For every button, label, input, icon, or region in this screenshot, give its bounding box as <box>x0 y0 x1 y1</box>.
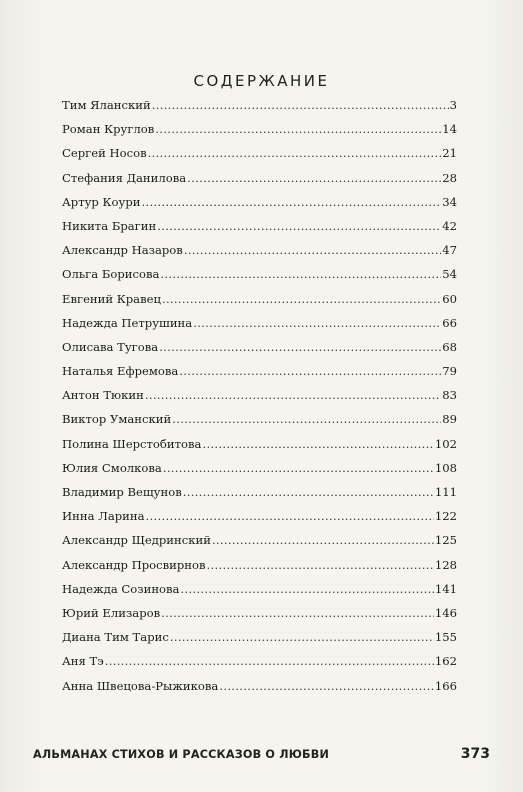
toc-author-name: Александр Просвирнов <box>62 557 206 572</box>
toc-entry <box>62 335 457 359</box>
toc-entry <box>62 577 457 601</box>
dot-leader <box>162 287 441 311</box>
toc-entry <box>62 93 457 117</box>
toc-entry <box>62 407 457 431</box>
toc-entry <box>62 117 457 141</box>
toc-page-number: 54 <box>442 267 457 282</box>
toc-page-number: 102 <box>434 436 457 451</box>
toc-page-number: 83 <box>442 388 457 403</box>
dot-leader <box>159 335 441 359</box>
toc-page-number: 21 <box>442 146 457 161</box>
toc-entry <box>62 674 457 698</box>
toc-page-number: 42 <box>442 218 457 233</box>
dot-leader <box>146 504 434 528</box>
dot-leader <box>152 93 449 117</box>
toc-entry <box>62 383 457 407</box>
toc-author-name: Никита Брагин <box>62 218 157 233</box>
toc-author-name: Наталья Ефремова <box>62 364 179 379</box>
toc-page-number: 47 <box>442 243 457 258</box>
toc-entry <box>62 480 457 504</box>
dot-leader <box>105 649 434 673</box>
toc-page-number: 162 <box>434 654 457 669</box>
toc-entry <box>62 262 457 286</box>
toc-page-number: 14 <box>442 122 457 137</box>
toc-page-number: 141 <box>434 581 457 596</box>
dot-leader <box>184 238 441 262</box>
toc-page-number: 89 <box>442 412 457 427</box>
dot-leader <box>163 456 434 480</box>
toc-page-number: 28 <box>442 170 457 185</box>
dot-leader <box>207 553 434 577</box>
toc-entry <box>62 190 457 214</box>
toc-author-name: Надежда Петрушина <box>62 315 193 330</box>
dot-leader <box>212 528 434 552</box>
toc-page-number: 111 <box>434 485 457 499</box>
toc-author-name: Артур Коури <box>62 194 141 209</box>
toc-page-number: 128 <box>434 557 457 572</box>
toc-entry <box>62 456 457 480</box>
toc-author-name: Роман Круглов <box>62 122 155 137</box>
toc-author-name: Александр Назаров <box>62 243 183 258</box>
toc-page-number: 108 <box>434 460 457 475</box>
dot-leader <box>219 674 434 698</box>
toc-author-name: Александр Щедринский <box>62 533 211 548</box>
dot-leader <box>193 311 441 335</box>
dot-leader <box>202 432 433 456</box>
dot-leader <box>172 407 441 431</box>
dot-leader <box>161 601 434 625</box>
toc-entry <box>62 141 457 165</box>
toc-author-name: Ольга Борисова <box>62 267 160 282</box>
running-footer-title: АЛЬМАНАХ СТИХОВ И РАССКАЗОВ О ЛЮБВИ <box>33 748 330 761</box>
toc-entry <box>62 504 457 528</box>
dot-leader <box>170 625 434 649</box>
page-title: СОДЕРЖАНИЕ <box>193 72 330 91</box>
dot-leader <box>183 480 434 504</box>
toc-page-number: 3 <box>449 98 457 112</box>
dot-leader <box>160 262 441 286</box>
toc-author-name: Юрий Елизаров <box>62 605 161 620</box>
toc-entry <box>62 287 457 311</box>
page-footer <box>33 746 490 762</box>
toc-author-name: Юлия Смолкова <box>62 460 162 475</box>
toc-entry <box>62 553 457 577</box>
toc-author-name: Олисава Тугова <box>62 339 159 354</box>
toc-author-name: Инна Ларина <box>62 509 145 524</box>
toc-page-number: 122 <box>434 509 457 524</box>
toc-author-name: Аня Тэ <box>62 654 104 669</box>
dot-leader <box>179 359 441 383</box>
toc-author-name: Владимир Вещунов <box>62 485 182 499</box>
toc-author-name: Тим Яланский <box>62 98 151 112</box>
table-of-contents <box>62 93 457 698</box>
dot-leader <box>187 166 441 190</box>
toc-author-name: Стефания Данилова <box>62 170 187 185</box>
toc-entry <box>62 359 457 383</box>
toc-author-name: Евгений Кравец <box>62 291 161 306</box>
toc-entry <box>62 238 457 262</box>
dot-leader <box>145 383 441 407</box>
toc-author-name: Диана Тим Тарис <box>62 630 169 645</box>
toc-entry <box>62 601 457 625</box>
toc-entry <box>62 528 457 552</box>
toc-entry <box>62 432 457 456</box>
dot-leader <box>157 214 441 238</box>
toc-entry <box>62 214 457 238</box>
toc-author-name: Анна Швецова-Рыжикова <box>62 678 219 693</box>
toc-page-number: 34 <box>442 194 457 209</box>
page-number: 373 <box>460 746 490 762</box>
toc-page-number: 155 <box>434 630 457 645</box>
toc-author-name: Сергей Носов <box>62 146 147 161</box>
toc-entry <box>62 649 457 673</box>
toc-entry <box>62 166 457 190</box>
dot-leader <box>148 141 442 165</box>
toc-entry <box>62 625 457 649</box>
toc-author-name: Антон Тюкин <box>62 388 144 403</box>
toc-page-number: 79 <box>442 364 457 379</box>
toc-page-number: 60 <box>442 291 457 306</box>
toc-entry <box>62 311 457 335</box>
toc-author-name: Надежда Созинова <box>62 581 180 596</box>
toc-author-name: Полина Шерстобитова <box>62 436 202 451</box>
toc-page-number: 146 <box>434 605 457 620</box>
dot-leader <box>180 577 433 601</box>
toc-page-number: 68 <box>442 339 457 354</box>
toc-page-number: 166 <box>434 678 457 693</box>
toc-page-number: 125 <box>434 533 457 548</box>
dot-leader <box>155 117 441 141</box>
toc-page-number: 66 <box>442 315 457 330</box>
toc-author-name: Виктор Уманский <box>62 412 172 427</box>
dot-leader <box>141 190 441 214</box>
